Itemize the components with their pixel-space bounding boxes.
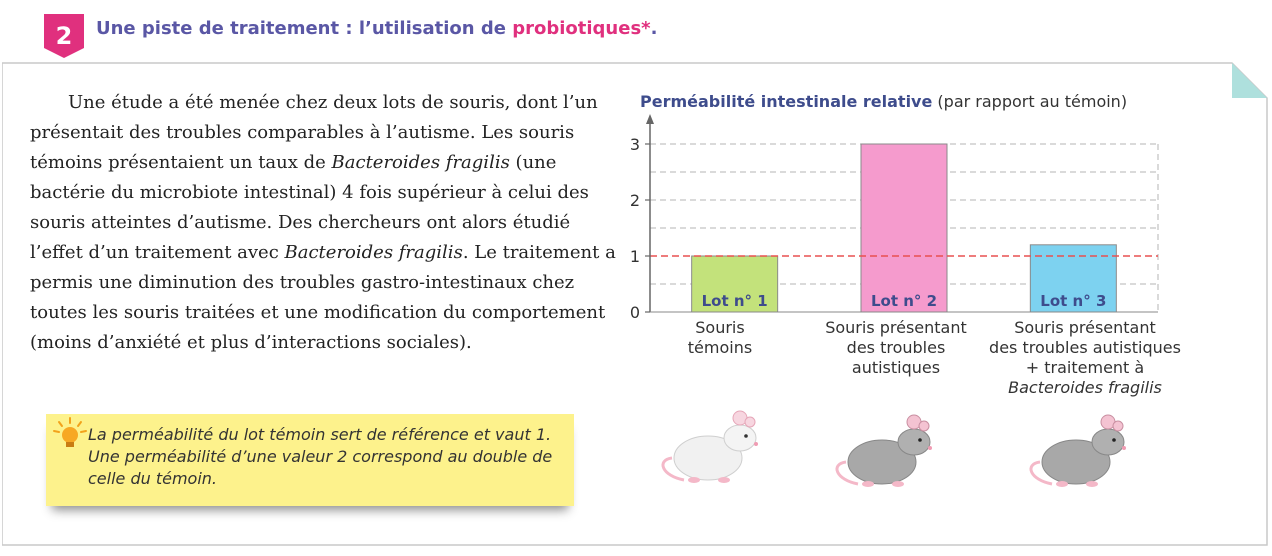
chart-title bbox=[640, 92, 1127, 111]
chart-title-suffix: (par rapport au témoin) bbox=[937, 92, 1128, 111]
y-axis-arrow bbox=[646, 114, 654, 124]
grey-mouse-illustration bbox=[828, 404, 954, 500]
caption-line: des troubles bbox=[846, 338, 946, 357]
frame-corner-fold bbox=[1232, 63, 1267, 98]
caption-line: témoins bbox=[687, 338, 753, 357]
caption-lot-1 bbox=[660, 318, 780, 358]
hint-text: La perméabilité du lot témoin sert de référence et vaut 1. Une perméabilité d’une valeur 2 correspond au double de celle du témoin. bbox=[88, 425, 553, 488]
y-tick-label: 1 bbox=[629, 247, 640, 266]
caption-line: autistiques bbox=[851, 358, 941, 377]
y-tick-label: 2 bbox=[629, 191, 640, 210]
hint-note bbox=[46, 414, 574, 506]
lightbulb-icon bbox=[50, 416, 90, 452]
bar-label-lot-1: Lot n° 1 bbox=[701, 292, 768, 310]
caption-lot-2 bbox=[806, 318, 986, 378]
bar-chart bbox=[620, 112, 1160, 328]
section-number: 2 bbox=[55, 22, 73, 50]
section-title-suffix: . bbox=[650, 18, 658, 39]
grey-mouse-illustration bbox=[1022, 404, 1148, 500]
white-mouse-illustration bbox=[654, 400, 780, 496]
chart-title-main: Perméabilité intestinale relative bbox=[640, 92, 933, 111]
text-species-1: Bacteroides fragilis bbox=[331, 152, 510, 173]
text-part-1: Une étude a été menée chez deux lots de souris, dont l’un présentait des troubles comparables à l’autisme. Les souris témoins présentaient un taux de bbox=[30, 92, 598, 173]
section-title-prefix: Une piste de traitement : l’utilisation de bbox=[96, 18, 513, 39]
y-tick-label: 3 bbox=[629, 135, 640, 154]
caption-line: Souris bbox=[695, 318, 745, 337]
text-part-3: . Le traitement a permis une diminution des troubles gastro-intestinaux chez toutes les souris traitées et une modification du comportement (moins d’anxiété et plus d’interactions sociales). bbox=[30, 242, 616, 353]
caption-species: Bacteroides fragilis bbox=[1008, 378, 1162, 397]
section-title-highlight[interactable]: probiotiques* bbox=[512, 18, 651, 39]
section-title bbox=[96, 18, 657, 39]
caption-line: Souris présentant bbox=[1014, 318, 1156, 337]
caption-line: Souris présentant bbox=[825, 318, 967, 337]
bar-label-lot-2: Lot n° 2 bbox=[870, 292, 938, 310]
text-part-2: (une bactérie du microbiote intestinal) 4 fois supérieur à celui des souris atteintes d’autisme. Des chercheurs ont alors étudié l’effet d’un traitement avec bbox=[30, 152, 589, 263]
caption-line: + traitement à bbox=[1025, 358, 1145, 377]
bar-lot-2 bbox=[861, 144, 947, 312]
section-number-badge bbox=[44, 14, 84, 58]
bar-label-lot-3: Lot n° 3 bbox=[1040, 292, 1107, 310]
y-tick-label: 0 bbox=[629, 303, 640, 322]
description-text bbox=[30, 88, 620, 358]
caption-lot-3 bbox=[982, 318, 1188, 398]
text-species-2: Bacteroides fragilis bbox=[284, 242, 463, 263]
caption-line: des troubles autistiques bbox=[989, 338, 1181, 357]
